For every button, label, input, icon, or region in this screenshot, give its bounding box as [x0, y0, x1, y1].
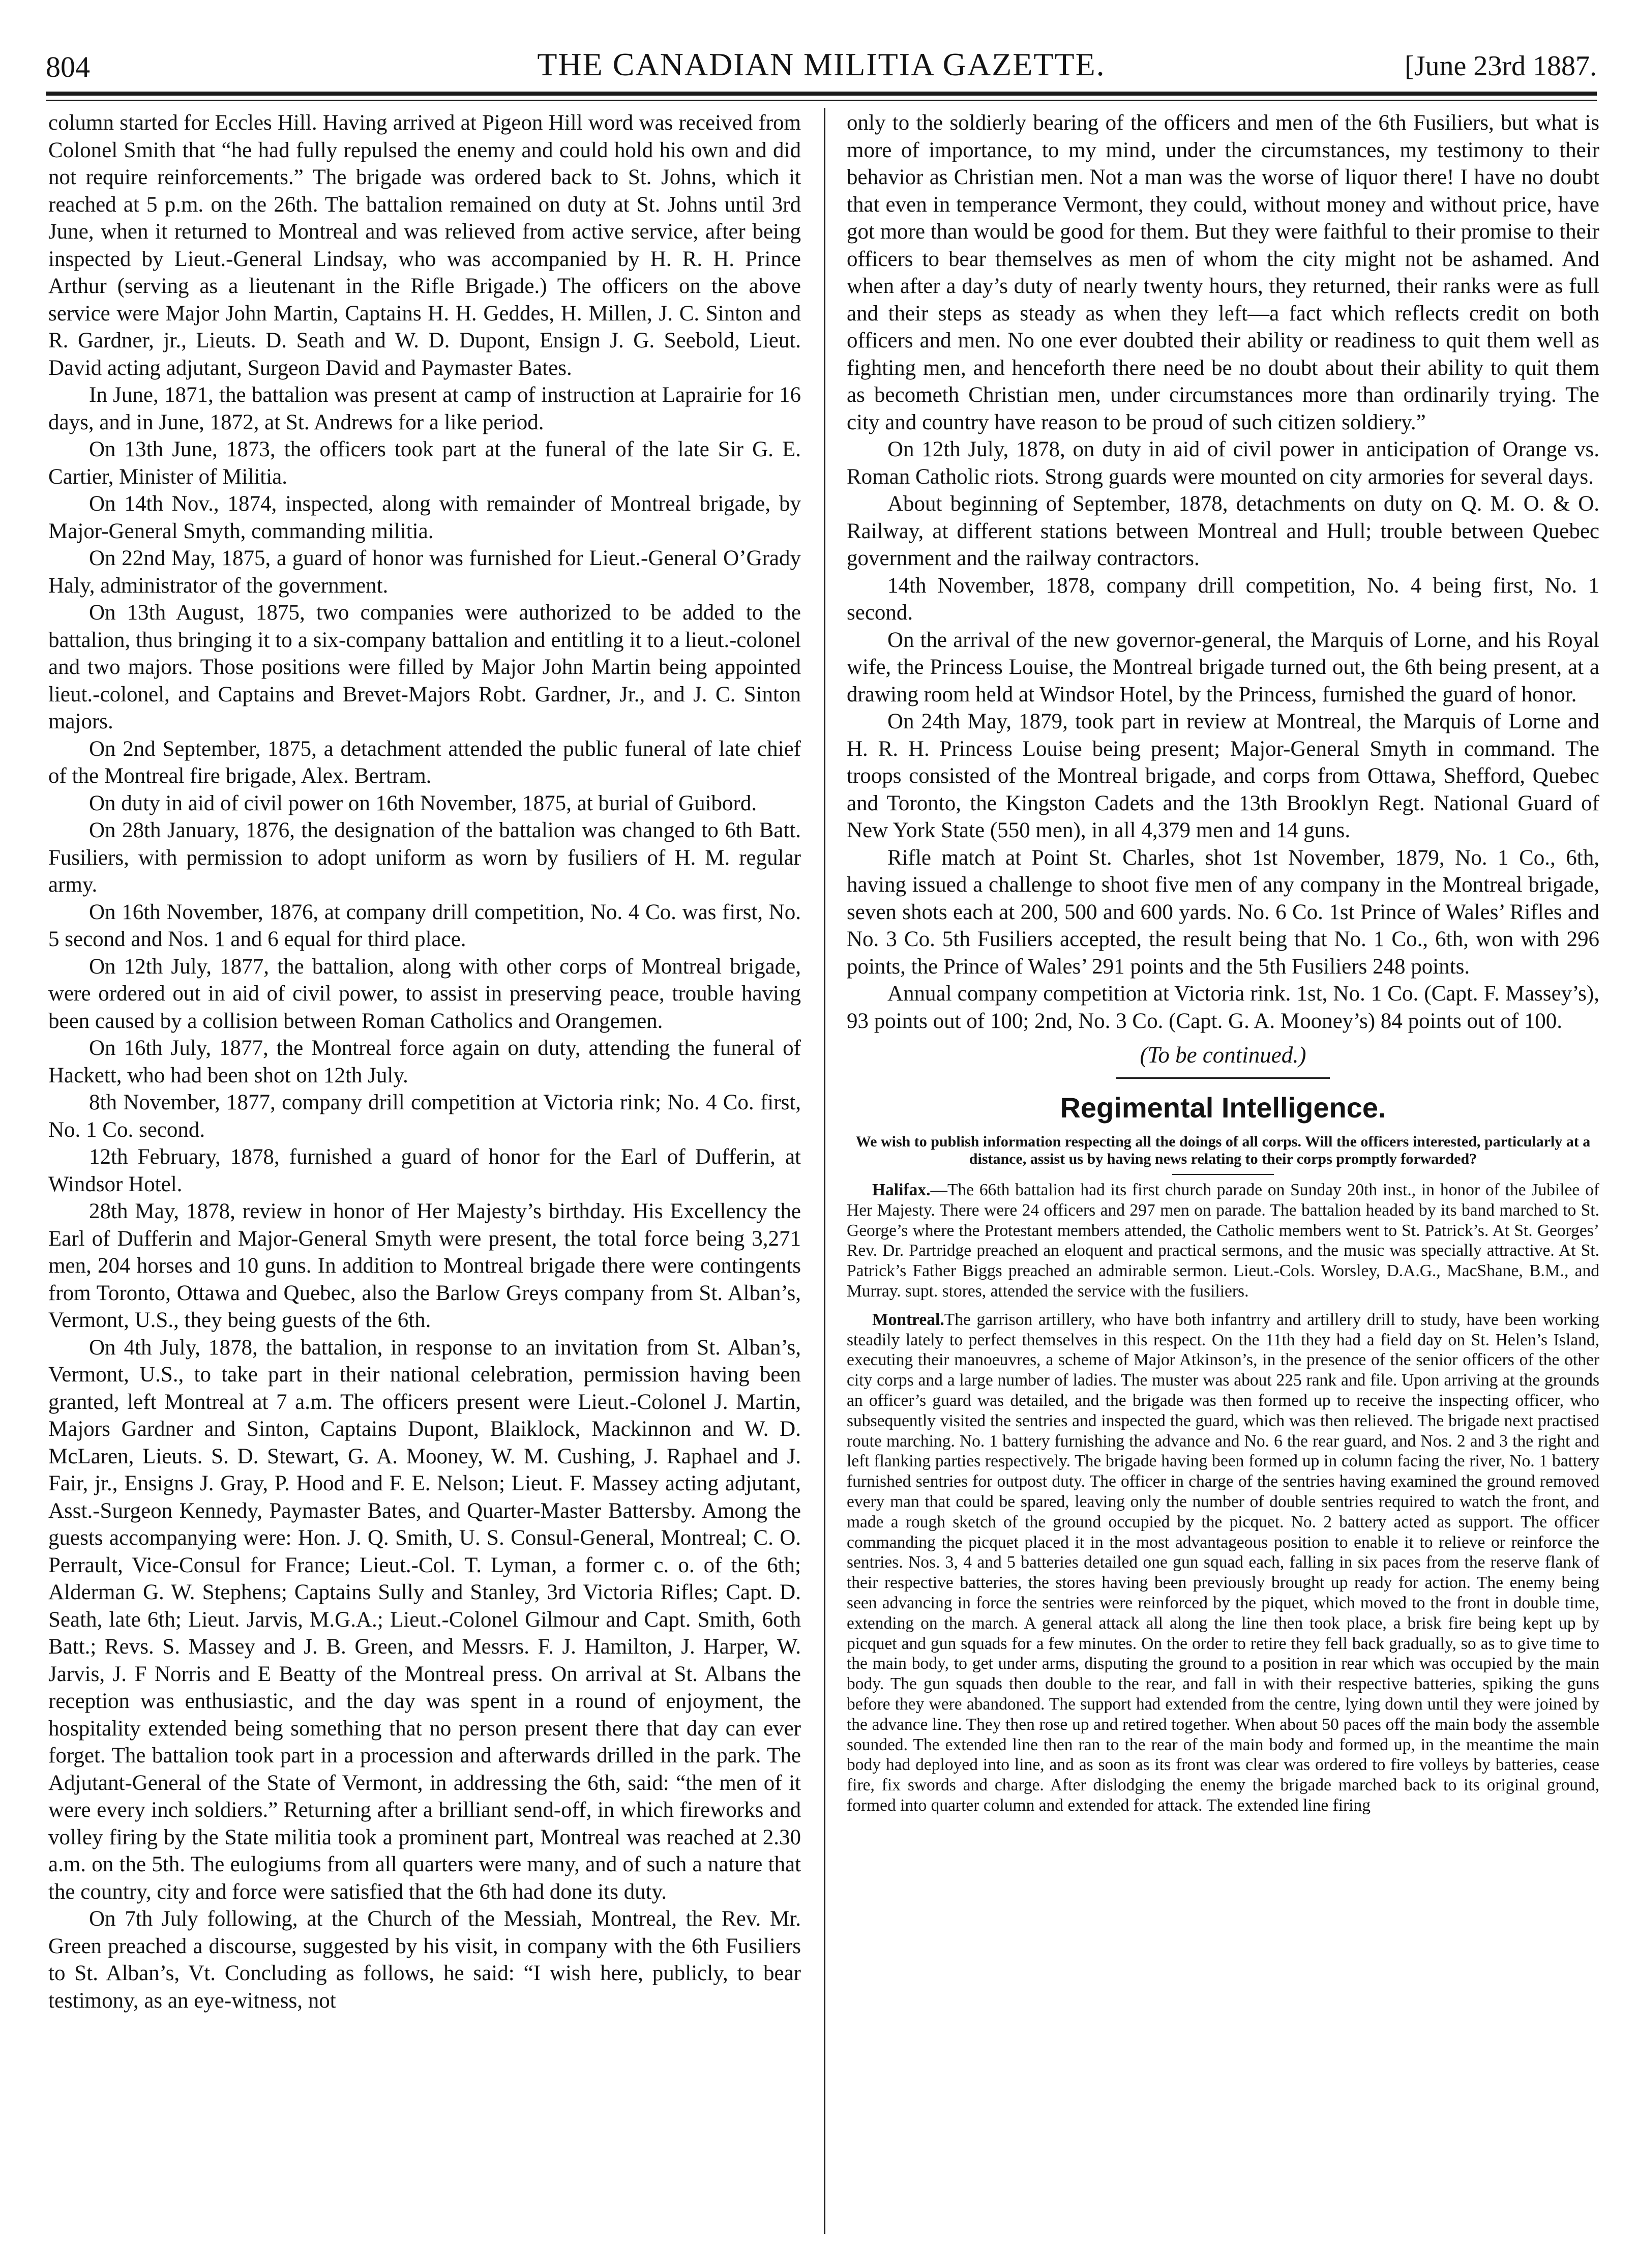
page-number: 804 — [46, 50, 90, 83]
paragraph: On 2nd September, 1875, a detachment attended the public funeral of late chief of the Montreal fire brigade, Alex. Bertram. — [48, 737, 801, 788]
paragraph: About beginning of September, 1878, detachments on duty on Q. M. O. & O. Railway, at different stations between Montreal and Hull; trouble between Quebec government and the railway contractors. — [847, 492, 1599, 570]
paragraph: Annual company competition at Victoria rink. 1st, No. 1 Co. (Capt. F. Massey’s), 93 points out of 100; 2nd, No. 3 Co. (Capt. G. A. Mooney’s) 84 points out of 100. — [847, 982, 1599, 1033]
regimental-news — [847, 1180, 1599, 1816]
paragraph: only to the soldierly bearing of the officers and men of the 6th Fusiliers, but what is more of importance, to my mind, under the circumstances, my testimony to their behavior as Christian men. Not a man was the worse of liquor there! I have no doubt that even in temperance Vermont, they could, without money and without price, have got more than would be good for them. But they were faithful to their promise to their officers to bear themselves as men of whom the city might not be ashamed. And when after a day’s duty of nearly twenty hours, they returned, their ranks were as full and their steps as steady as when they left—a fact which reflects credit on both officers and men. No one ever doubted their ability or readiness to quit them well as fighting men, and henceforth there need be no doubt about their ability to quit them as becometh Christian men, under circumstances more than ordinarily trying. The city and country have reason to be proud of such citizen soldiery.” — [847, 111, 1599, 434]
paragraph: 28th May, 1878, review in honor of Her Majesty’s birthday. His Excellency the Earl of Dufferin and Major-General Smyth were present, the total force being 3,271 men, 204 horses and 10 guns. In addition to Montreal brigade there were contingents from Toronto, Ottawa and Quebec, also the Barlow Greys company from St. Alban’s, Vermont, U.S., they being guests of the 6th. — [48, 1199, 801, 1332]
to-be-continued: (To be continued.) — [1140, 1042, 1306, 1068]
paragraph: column started for Eccles Hill. Having arrived at Pigeon Hill word was received from Colonel Smith that “he had fully repulsed the enemy and could hold his own and did not require reinforcements.” The brigade was ordered back to St. Johns, which it reached at 5 p.m. on the 26th. The battalion remained on duty at St. Johns until 3rd June, when it returned to Montreal and was relieved from active service, after being inspected by Lieut.-General Lindsay, who was accompanied by H. R. H. Prince Arthur (serving as a lieutenant in the Rifle Brigade.) The officers on the above service were Major John Martin, Captains H. H. Geddes, H. Millen, J. C. Sinton and R. Gardner, jr., Lieuts. D. Seath and W. D. Dupont, Ensign J. G. Seebold, Lieut. David acting adjutant, Surgeon David and Paymaster Bates. — [48, 111, 801, 380]
left-column — [48, 109, 801, 2235]
paragraph: On 4th July, 1878, the battalion, in response to an invitation from St. Alban’s, Vermont, U.S., to take part in their national celebration, permission having been granted, left Montreal at 7 a.m. The officers present were Lieut.-Colonel J. Martin, Majors Gardner and Sinton, Captains Dupont, Blaiklock, Mackinnon and W. D. McLaren, Lieuts. S. D. Stewart, G. A. Mooney, W. M. Cushing, J. Raphael and J. Fair, jr., Ensigns J. Gray, P. Hood and F. E. Nelson; Lieut. F. Massey acting adjutant, Asst.-Surgeon Kennedy, Paymaster Bates, and Quarter-Master Battersby. Among the guests accompanying were: Hon. J. Q. Smith, U. S. Consul-General, Montreal; C. O. Perrault, Vice-Consul for France; Lieut.-Col. T. Lyman, a former c. o. of the 6th; Alderman G. W. Stephens; Captains Sully and Stanley, 3rd Victoria Rifles; Capt. D. Seath, late 6th; Lieut. Jarvis, M.G.A.; Lieut.-Colonel Gilmour and Capt. Smith, 6oth Batt.; Revs. S. Massey and J. B. Green, and Messrs. F. J. Hamilton, J. Harper, W. Jarvis, J. F Norris and E Beatty of the Montreal press. On arrival at St. Albans the reception was enthusiastic, and the day was spent in a round of enjoyment, the hospitality extended being something that no person present there that day can ever forget. The battalion took part in a procession and afterwards drilled in the park. The Adjutant-General of the State of Vermont, in addressing the 6th, said: “the men of it were every inch soldiers.” Returning after a brilliant send-off, in which fireworks and volley firing by the State militia took a prominent part, Montreal was reached at 2.30 a.m. on the 5th. The eulogiums from all quarters were many, and of such a nature that the country, city and force were satisfied that the 6th had done its duty. — [48, 1335, 801, 1904]
paragraph: On duty in aid of civil power on 16th November, 1875, at burial of Guibord. — [89, 791, 757, 815]
paragraph: On 22nd May, 1875, a guard of honor was furnished for Lieut.-General O’Grady Haly, administrator of the government. — [48, 546, 801, 598]
paragraph: 14th November, 1878, company drill competition, No. 4 being first, No. 1 second. — [847, 573, 1599, 625]
section-note: We wish to publish information respecting all the doings of all corps. Will the officers interested, particularly at a distance, assist us by having news relating to their corps promptly forwarded? — [855, 1133, 1591, 1167]
page-header — [46, 41, 1597, 94]
paragraph: On 28th January, 1876, the designation of the battalion was changed to 6th Batt. Fusiliers, with permission to adopt uniform as worn by fusiliers of H. M. regular army. — [48, 818, 801, 897]
paragraph: 8th November, 1877, company drill competition at Victoria rink; No. 4 Co. first, No. 1 Co. second. — [48, 1091, 801, 1142]
column-divider — [824, 108, 825, 2234]
paragraph: On the arrival of the new governor-general, the Marquis of Lorne, and his Royal wife, the Princess Louise, the Montreal brigade turned out, the 6th being present, at a drawing room held at Windsor Hotel, by the Princess, furnished the guard of honor. — [847, 628, 1599, 706]
paragraph: In June, 1871, the battalion was present at camp of instruction at Laprairie for 16 days, and in June, 1872, at St. Andrews for a like period. — [48, 383, 801, 434]
paragraph: On 13th June, 1873, the officers took part at the funeral of the late Sir G. E. Cartier, Minister of Militia. — [48, 437, 801, 489]
header-rule-thick — [46, 92, 1597, 96]
right-column — [847, 109, 1599, 2235]
paragraph: Rifle match at Point St. Charles, shot 1st November, 1879, No. 1 Co., 6th, having issued a challenge to shoot five men of any company in the Montreal brigade, seven shots each at 200, 500 and 600 yards. No. 6 Co. 1st Prince of Wales’ Rifles and No. 3 Co. 5th Fusiliers accepted, the result being that No. 1 Co., 6th, won with 296 points, the Prince of Wales’ 291 points and the 5th Fusiliers 248 points. — [847, 845, 1599, 979]
news-item-halifax — [847, 1180, 1599, 1302]
news-lead: Montreal. — [872, 1310, 944, 1329]
paragraph: On 16th July, 1877, the Montreal force again on duty, attending the funeral of Hackett, who had been shot on 12th July. — [48, 1036, 801, 1087]
section-heading: Regimental Intelligence. — [1060, 1092, 1386, 1124]
paragraph: On 12th July, 1877, the battalion, along with other corps of Montreal brigade, were ordered out in aid of civil power, to assist in preserving peace, trouble having been caused by a collision between Roman Catholics and Orangemen. — [48, 954, 801, 1033]
paragraph: On 14th Nov., 1874, inspected, along with remainder of Montreal brigade, by Major-General Smyth, commanding militia. — [48, 492, 801, 543]
paragraph: 12th February, 1878, furnished a guard of honor for the Earl of Dufferin, at Windsor Hotel. — [48, 1145, 801, 1196]
news-text: —The 66th battalion had its first church parade on Sunday 20th inst., in honor of the Jubilee of Her Majesty. There were 24 officers and 297 men on parade. The battalion headed by its band marched to St. George’s where the Protestant members attended, the Catholic members went to St. Patrick’s. At St. Georges’ Rev. Dr. Partridge preached an eloquent and practical sermons, and the music was specially attractive. At St. Patrick’s Father Biggs preached an admirable sermon. Lieut.-Cols. Worsley, D.A.G., MacShane, B.M., and Murray. supt. stores, attended the service with the fusiliers. — [847, 1181, 1599, 1301]
paragraph: On 24th May, 1879, took part in review at Montreal, the Marquis of Lorne and H. R. H. Princess Louise being present; Major-General Smyth in command. The troops consisted of the Montreal brigade, and corps from Ottawa, Shefford, Quebec and Toronto, the Kingston Cadets and the 13th Brooklyn Regt. National Guard of New York State (550 men), in all 4,379 men and 14 guns. — [847, 710, 1599, 842]
paragraph: On 12th July, 1878, on duty in aid of civil power in anticipation of Orange vs. Roman Catholic riots. Strong guards were mounted on city armories for several days. — [847, 437, 1599, 489]
paragraph: On 7th July following, at the Church of the Messiah, Montreal, the Rev. Mr. Green preached a discourse, suggested by his visit, in company with the 6th Fusiliers to St. Alban’s, Vt. Concluding as follows, he said: “I wish here, publicly, to bear testimony, as an eye-witness, not — [48, 1907, 801, 2013]
note-rule — [1172, 1174, 1274, 1175]
section-rule — [1116, 1077, 1330, 1079]
issue-date: [June 23rd 1887. — [1405, 50, 1597, 82]
paragraph: On 16th November, 1876, at company drill competition, No. 4 Co. was first, No. 5 second and Nos. 1 and 6 equal for third place. — [48, 900, 801, 951]
publication-title: THE CANADIAN MILITIA GAZETTE. — [537, 46, 1106, 82]
header-rule-thin — [46, 100, 1597, 101]
paragraph: On 13th August, 1875, two companies were authorized to be added to the battalion, thus bringing it to a six-company battalion and entitling it to a lieut.-colonel and two majors. Those positions were filled by Major John Martin being appointed lieut.-colonel, and Captains and Brevet-Majors Robt. Gardner, Jr., and J. C. Sinton majors. — [48, 601, 801, 733]
news-lead: Halifax. — [872, 1181, 931, 1199]
news-text: The garrison artillery, who have both infantrry and artillery drill to study, have been working steadily lately to perfect themselves in this respect. On the 11th they had a field day on St. Helen’s Island, executing their manoeuvres, a scheme of Major Atkinson’s, in the presence of the senior officers of the other city corps and a large number of ladies. The muster was about 225 rank and file. Upon arriving at the grounds an officer’s guard was detailed, and the brigade was then formed up to receive the inspecting officer, who subsequently visited the sentries and inspected the guard, which was then relieved. The brigade next practised route marching. No. 1 battery furnishing the advance and No. 6 the rear guard, and Nos. 2 and 3 the right and left flanking parties respectively. The brigade having been formed up in column facing the river, No. 1 battery furnished sentries for outpost duty. The officer in charge of the sentries having examined the ground removed every man that could be spared, leaving only the number of double sentries required to watch the front, and made a rough sketch of the ground occupied by the picquet. No. 2 battery acted as support. The officer commanding the picquet placed it in the most advantageous position to enable it to relieve or reinforce the sentries. Nos. 3, 4 and 5 batteries detailed one gun squad each, falling in six paces from the reserve flank of their respective batteries, the stores having been previously brought up ready for action. The enemy being seen advancing in force the sentries were reinforced by the piquet, which moved to the front in double time, extending on the march. A general attack all along the line then took place, a brisk fire being kept up by picquet and gun squads for a few minutes. On the order to retire they fell back gradually, so as to give time to the main body, to get under arms, disputing the ground to a position in rear which was occupied by the main body. The gun squads then double to the rear, and fall in with their respective batteries, spiking the guns before they were abandoned. The support had extended from the centre, lying down until they were joined by the advance line. They then rose up and retired together. When about 50 paces off the main body the assemble sounded. The extended line then ran to the rear of the main body and formed up, in the meantime the main body had deployed into line, and as soon as its front was clear was ordered to fire volleys by batteries, cease fire, fix swords and charge. After dislodging the enemy the brigade marched back to its original ground, formed into quarter column and extended for attack. The extended line firing — [847, 1310, 1599, 1815]
news-item-montreal — [847, 1310, 1599, 1816]
